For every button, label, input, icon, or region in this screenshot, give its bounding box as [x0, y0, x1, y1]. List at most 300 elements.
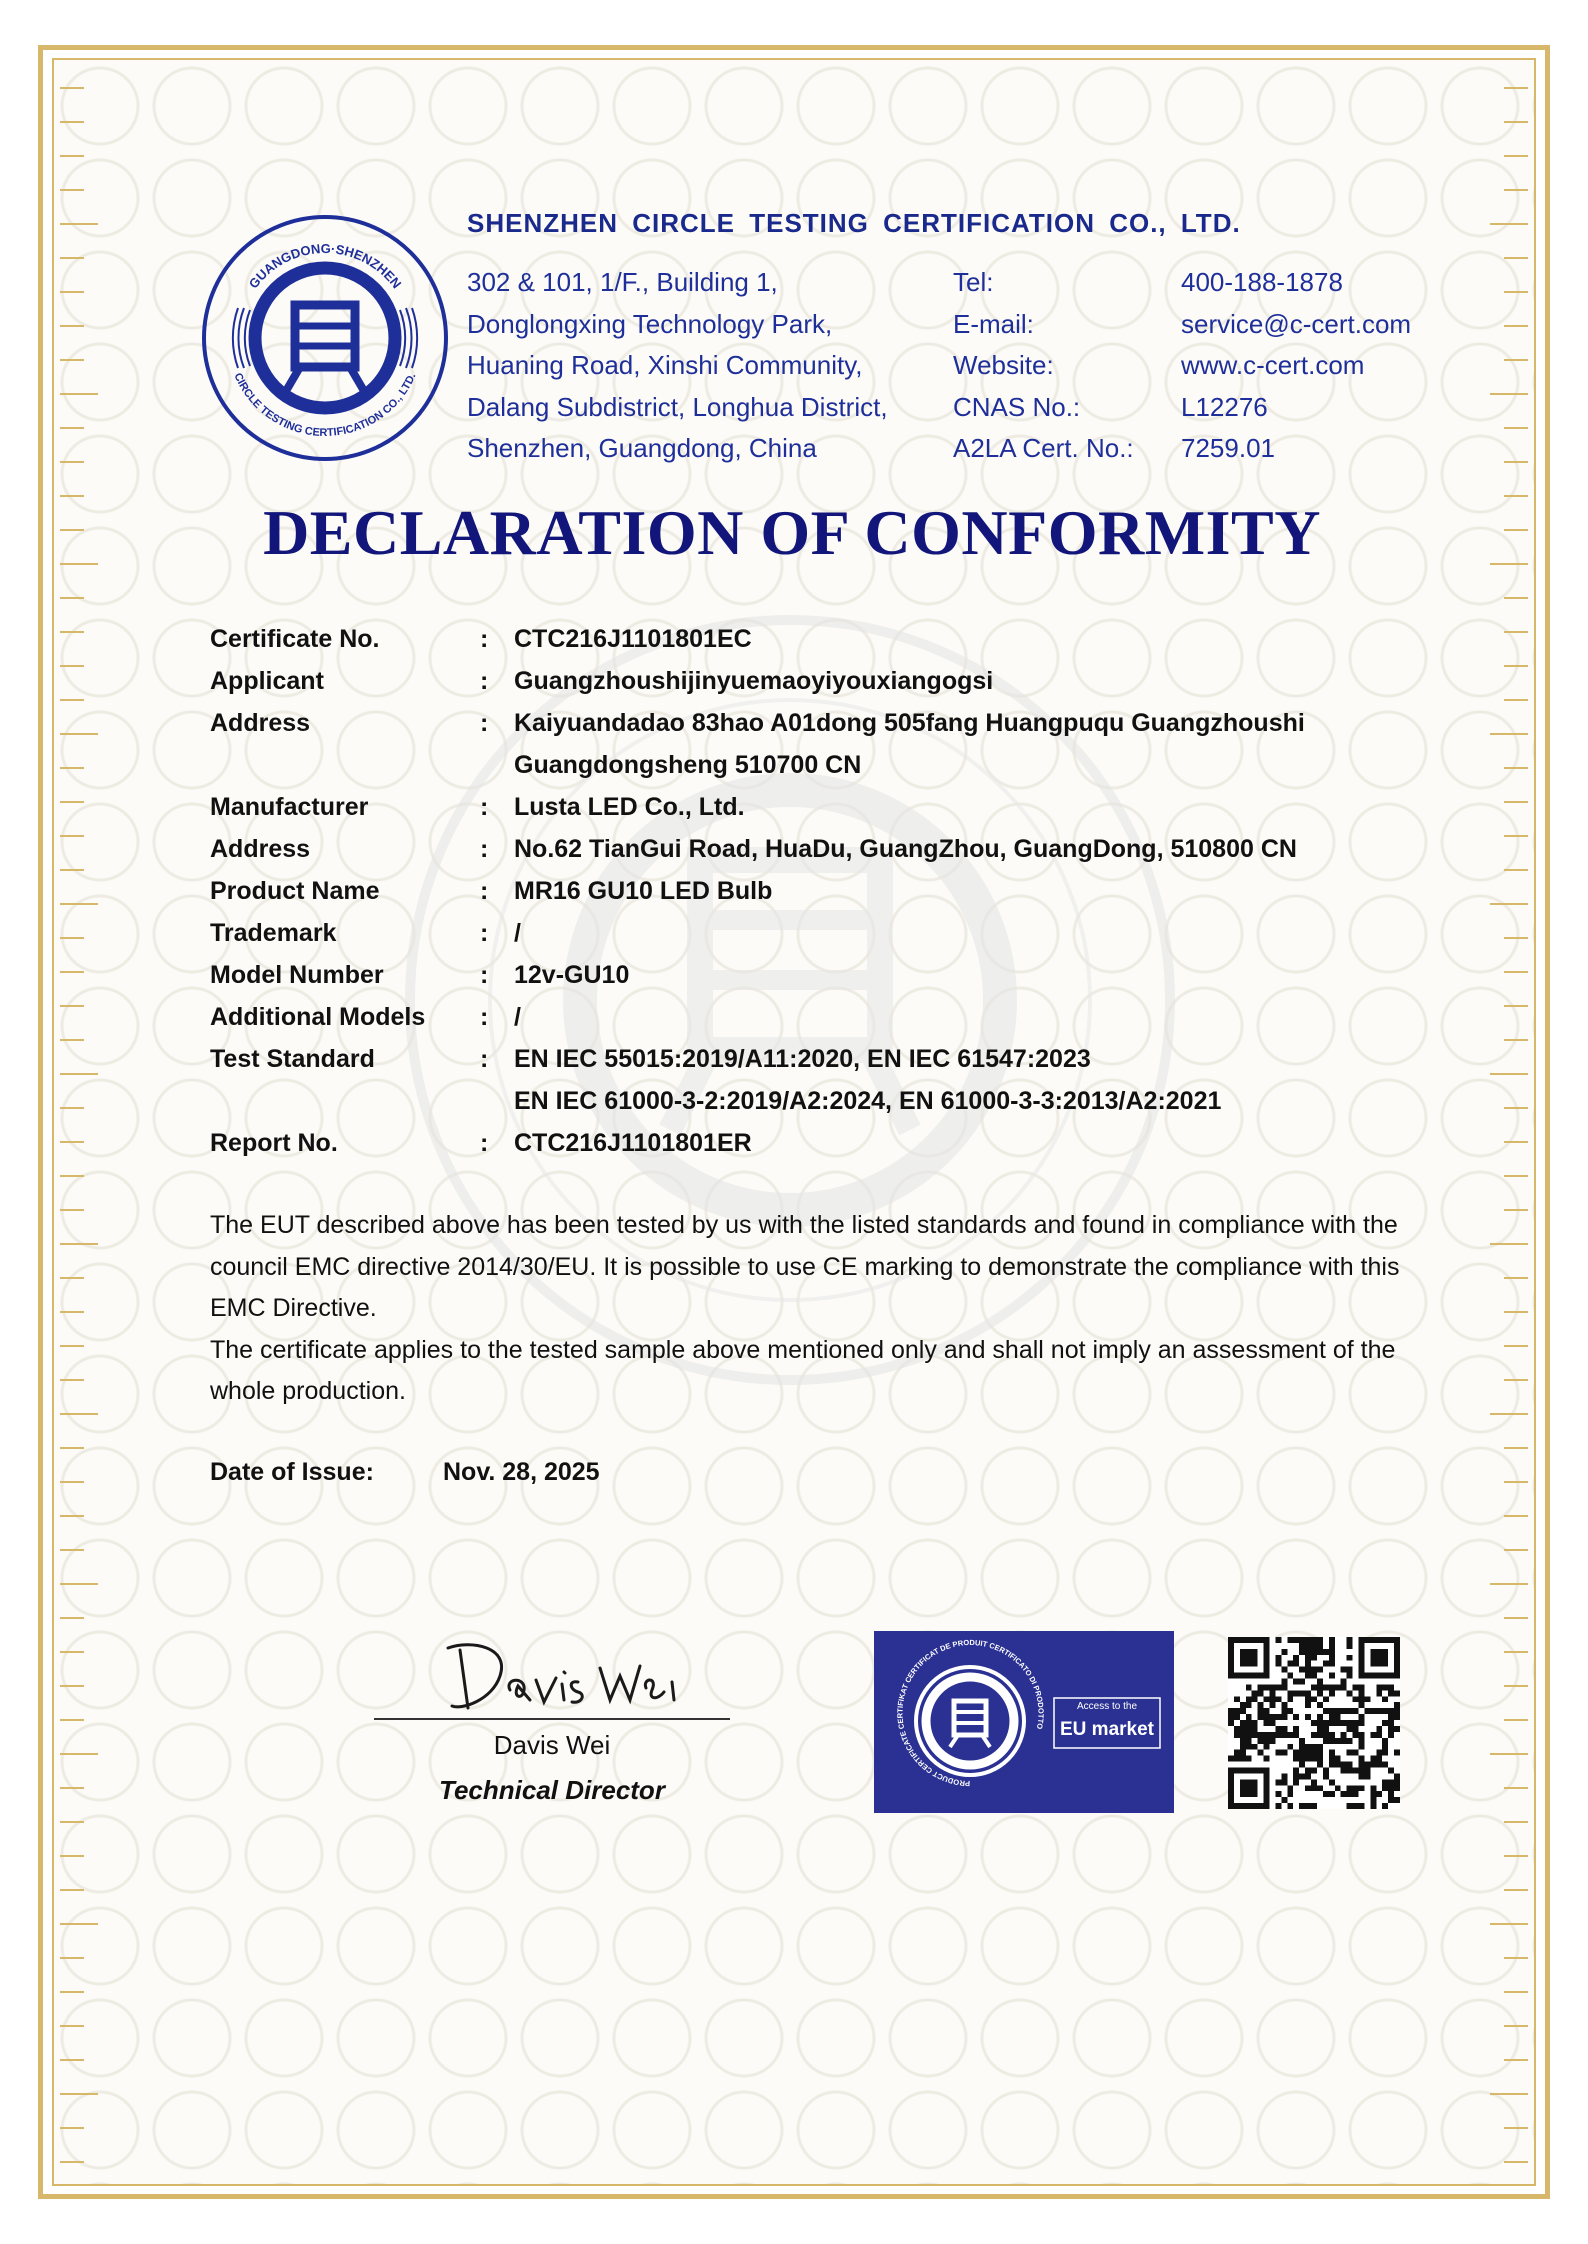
qr-module [1246, 1655, 1252, 1661]
field-row [210, 702, 1460, 786]
qr-module [1305, 1667, 1311, 1673]
qr-module [1358, 1696, 1364, 1702]
qr-module [1394, 1643, 1400, 1649]
qr-module [1347, 1690, 1353, 1696]
statement-paragraph-1: The EUT described above has been tested by us with the listed standards and found in compliance with the council EMC directive 2014/30/EU. It is possible to use CE marking to demonstrate the compliance with this EMC Directive. [210, 1211, 1400, 1322]
qr-module [1305, 1661, 1311, 1667]
qr-module [1305, 1756, 1311, 1762]
qr-module [1376, 1726, 1382, 1732]
qr-module [1270, 1684, 1276, 1690]
qr-module [1358, 1649, 1364, 1655]
qr-module [1358, 1738, 1364, 1744]
qr-module [1258, 1803, 1264, 1809]
qr-module [1394, 1785, 1400, 1791]
qr-module [1258, 1738, 1264, 1744]
qr-module [1228, 1673, 1234, 1679]
qr-module [1305, 1767, 1311, 1773]
qr-module [1358, 1767, 1364, 1773]
qr-module [1347, 1750, 1353, 1756]
qr-module [1358, 1732, 1364, 1738]
qr-module [1299, 1744, 1305, 1750]
qr-module [1270, 1732, 1276, 1738]
qr-module [1246, 1756, 1252, 1762]
signer-title: Technical Director [439, 1775, 665, 1805]
qr-module [1382, 1720, 1388, 1726]
qr-module [1376, 1708, 1382, 1714]
qr-module [1305, 1649, 1311, 1655]
qr-module [1228, 1708, 1234, 1714]
contact-labels [953, 262, 1134, 470]
qr-module [1382, 1779, 1388, 1785]
qr-module [1311, 1696, 1317, 1702]
qr-module [1287, 1791, 1293, 1797]
qr-module [1353, 1785, 1359, 1791]
field-row [210, 1038, 1460, 1122]
qr-module [1299, 1637, 1305, 1643]
qr-module [1228, 1767, 1234, 1773]
qr-module [1382, 1785, 1388, 1791]
qr-module [1246, 1779, 1252, 1785]
qr-module [1240, 1756, 1246, 1762]
badge-ring-text: PRODUCT CERTIFICATE CERTIFIKAT CERTIFICAT DE PRODUIT CERTIFICATO DI PRODOTTO [895, 1637, 1046, 1789]
qr-module [1228, 1643, 1234, 1649]
qr-module [1358, 1756, 1364, 1762]
qr-module [1394, 1702, 1400, 1708]
qr-module [1287, 1690, 1293, 1696]
qr-module [1228, 1667, 1234, 1673]
qr-module [1287, 1637, 1293, 1643]
qr-module [1264, 1667, 1270, 1673]
qr-module [1234, 1726, 1240, 1732]
qr-module [1311, 1803, 1317, 1809]
qr-module [1275, 1791, 1281, 1797]
qr-module [1347, 1762, 1353, 1768]
qr-module [1311, 1655, 1317, 1661]
qr-module [1287, 1732, 1293, 1738]
left-border-ticks [54, 58, 114, 2186]
qr-module [1341, 1684, 1347, 1690]
qr-module [1293, 1679, 1299, 1685]
qr-module [1329, 1690, 1335, 1696]
qr-module [1329, 1661, 1335, 1667]
qr-module [1317, 1720, 1323, 1726]
qr-module [1275, 1661, 1281, 1667]
qr-module [1264, 1637, 1270, 1643]
qr-module [1275, 1726, 1281, 1732]
contact-label-cnas: CNAS No.: [953, 391, 1081, 422]
qr-module [1347, 1637, 1353, 1643]
qr-module [1228, 1756, 1234, 1762]
qr-module [1246, 1732, 1252, 1738]
qr-module [1347, 1643, 1353, 1649]
contact-value-website: www.c-cert.com [1181, 350, 1365, 380]
qr-module [1264, 1708, 1270, 1714]
qr-module [1293, 1767, 1299, 1773]
qr-module [1394, 1773, 1400, 1779]
qr-module [1353, 1791, 1359, 1797]
qr-module [1394, 1779, 1400, 1785]
qr-module [1305, 1773, 1311, 1779]
qr-module [1305, 1785, 1311, 1791]
qr-module [1364, 1762, 1370, 1768]
qr-module [1347, 1667, 1353, 1673]
qr-module [1317, 1785, 1323, 1791]
qr-module [1258, 1767, 1264, 1773]
qr-module [1388, 1785, 1394, 1791]
qr-module [1370, 1649, 1376, 1655]
qr-module [1335, 1684, 1341, 1690]
qr-module [1275, 1779, 1281, 1785]
field-colon: : [480, 709, 489, 737]
qr-module [1358, 1667, 1364, 1673]
contact-values [1181, 262, 1411, 470]
qr-module [1252, 1744, 1258, 1750]
qr-module [1252, 1673, 1258, 1679]
qr-module [1305, 1750, 1311, 1756]
qr-module [1264, 1797, 1270, 1803]
company-address [467, 262, 888, 470]
qr-module [1258, 1684, 1264, 1690]
statement-paragraph-2: The certificate applies to the tested sample above mentioned only and shall not imply an assessment of the whole production. [210, 1335, 1396, 1405]
qr-module [1370, 1791, 1376, 1797]
qr-module [1258, 1708, 1264, 1714]
qr-module [1246, 1673, 1252, 1679]
field-value: Kaiyuandadao 83hao A01dong 505fang Huangpuqu Guangzhoushi [514, 709, 1305, 737]
qr-module [1317, 1726, 1323, 1732]
qr-module [1353, 1696, 1359, 1702]
qr-module [1228, 1720, 1234, 1726]
qr-module [1341, 1732, 1347, 1738]
qr-module [1228, 1797, 1234, 1803]
field-colon: : [480, 919, 489, 947]
qr-module [1305, 1702, 1311, 1708]
qr-module [1275, 1750, 1281, 1756]
handwritten-signature-icon [440, 1628, 680, 1718]
qr-module [1370, 1661, 1376, 1667]
qr-module [1388, 1726, 1394, 1732]
qr-module [1394, 1750, 1400, 1756]
qr-module [1358, 1702, 1364, 1708]
qr-module [1388, 1637, 1394, 1643]
qr-module [1394, 1667, 1400, 1673]
field-row [210, 1122, 1460, 1164]
qr-module [1252, 1655, 1258, 1661]
qr-module [1281, 1667, 1287, 1673]
qr-module [1364, 1696, 1370, 1702]
qr-module [1353, 1684, 1359, 1690]
qr-module [1329, 1708, 1335, 1714]
qr-module [1341, 1720, 1347, 1726]
qr-module [1264, 1738, 1270, 1744]
signer-name: Davis Wei [493, 1730, 611, 1760]
qr-module [1305, 1637, 1311, 1643]
qr-module [1323, 1773, 1329, 1779]
qr-module [1311, 1684, 1317, 1690]
qr-module [1388, 1714, 1394, 1720]
qr-module [1246, 1785, 1252, 1791]
qr-module [1293, 1637, 1299, 1643]
qr-module [1323, 1696, 1329, 1702]
qr-module [1353, 1750, 1359, 1756]
signature-line [374, 1718, 730, 1720]
field-value: EN IEC 55015:2019/A11:2020, EN IEC 61547:2023 [514, 1045, 1091, 1073]
qr-module [1246, 1661, 1252, 1667]
qr-module [1228, 1714, 1234, 1720]
qr-module [1293, 1655, 1299, 1661]
qr-module [1394, 1726, 1400, 1732]
field-row [210, 828, 1460, 870]
qr-module [1323, 1767, 1329, 1773]
qr-module [1317, 1679, 1323, 1685]
qr-module [1252, 1690, 1258, 1696]
field-row [210, 870, 1460, 912]
qr-module [1264, 1655, 1270, 1661]
qr-module [1394, 1661, 1400, 1667]
qr-module [1281, 1714, 1287, 1720]
qr-module [1240, 1767, 1246, 1773]
qr-module [1323, 1732, 1329, 1738]
qr-module [1347, 1708, 1353, 1714]
qr-module [1240, 1720, 1246, 1726]
qr-module [1246, 1714, 1252, 1720]
qr-module [1234, 1637, 1240, 1643]
qr-module [1341, 1762, 1347, 1768]
qr-module [1311, 1785, 1317, 1791]
qr-module [1293, 1756, 1299, 1762]
address-line: Dalang Subdistrict, Longhua District, [467, 391, 888, 422]
qr-module [1252, 1732, 1258, 1738]
qr-module [1252, 1720, 1258, 1726]
qr-module [1311, 1779, 1317, 1785]
qr-module [1299, 1756, 1305, 1762]
qr-module [1275, 1803, 1281, 1809]
seal-top-text: GUANGDONG·SHENZHEN [245, 240, 405, 292]
qr-module [1341, 1708, 1347, 1714]
qr-module [1275, 1655, 1281, 1661]
qr-module [1264, 1732, 1270, 1738]
qr-module [1358, 1762, 1364, 1768]
qr-module [1323, 1726, 1329, 1732]
qr-module [1246, 1744, 1252, 1750]
qr-module [1281, 1702, 1287, 1708]
qr-module [1228, 1791, 1234, 1797]
qr-module [1270, 1690, 1276, 1696]
qr-module [1364, 1773, 1370, 1779]
field-label: Report No. [210, 1129, 338, 1157]
contact-label-a2la: A2LA Cert. No.: [953, 433, 1134, 463]
qr-module [1281, 1726, 1287, 1732]
qr-module [1335, 1708, 1341, 1714]
qr-module [1281, 1732, 1287, 1738]
right-border-ticks [1474, 58, 1534, 2186]
qr-module [1240, 1661, 1246, 1667]
qr-module [1382, 1637, 1388, 1643]
qr-module [1252, 1649, 1258, 1655]
document-title-text: DECLARATION OF CONFORMITY [263, 497, 1321, 568]
field-value: CTC216J1101801ER [514, 1129, 752, 1157]
qr-module [1264, 1684, 1270, 1690]
qr-module [1347, 1785, 1353, 1791]
field-value: No.62 TianGui Road, HuaDu, GuangZhou, GuangDong, 510800 CN [514, 835, 1297, 863]
qr-module [1323, 1738, 1329, 1744]
qr-module [1299, 1679, 1305, 1685]
issue-date-label: Date of Issue: [210, 1458, 374, 1486]
field-row [210, 618, 1460, 660]
qr-module [1358, 1714, 1364, 1720]
qr-module [1264, 1643, 1270, 1649]
qr-module [1264, 1673, 1270, 1679]
qr-module [1341, 1767, 1347, 1773]
qr-module [1394, 1649, 1400, 1655]
qr-module [1311, 1744, 1317, 1750]
field-label: Applicant [210, 667, 324, 695]
qr-module [1317, 1714, 1323, 1720]
qr-module [1287, 1661, 1293, 1667]
qr-module [1394, 1708, 1400, 1714]
qr-module [1270, 1738, 1276, 1744]
field-colon: : [480, 877, 489, 905]
qr-module [1234, 1673, 1240, 1679]
field-colon: : [480, 1003, 489, 1031]
qr-module [1364, 1637, 1370, 1643]
qr-module [1329, 1684, 1335, 1690]
qr-module [1394, 1797, 1400, 1803]
qr-module [1323, 1720, 1329, 1726]
qr-module [1317, 1756, 1323, 1762]
qr-module [1246, 1702, 1252, 1708]
field-value: MR16 GU10 LED Bulb [514, 877, 773, 905]
qr-module [1329, 1649, 1335, 1655]
qr-module [1341, 1738, 1347, 1744]
qr-module [1246, 1637, 1252, 1643]
qr-module [1323, 1708, 1329, 1714]
qr-module [1335, 1756, 1341, 1762]
qr-module [1258, 1690, 1264, 1696]
qr-module [1293, 1661, 1299, 1667]
qr-module [1275, 1714, 1281, 1720]
qr-module [1305, 1643, 1311, 1649]
qr-module [1252, 1791, 1258, 1797]
qr-module [1317, 1732, 1323, 1738]
qr-module [1287, 1803, 1293, 1809]
qr-module [1394, 1714, 1400, 1720]
qr-module [1240, 1732, 1246, 1738]
qr-module [1264, 1756, 1270, 1762]
qr-module [1240, 1649, 1246, 1655]
document-title [0, 496, 1588, 570]
qr-module [1258, 1714, 1264, 1720]
qr-module [1258, 1702, 1264, 1708]
qr-module [1246, 1649, 1252, 1655]
qr-module [1376, 1655, 1382, 1661]
qr-module [1281, 1649, 1287, 1655]
address-line: 302 & 101, 1/F., Building 1, [467, 267, 778, 297]
qr-module [1358, 1655, 1364, 1661]
contact-value-tel: 400-188-1878 [1181, 267, 1343, 297]
field-value: CTC216J1101801EC [514, 625, 752, 653]
qr-module [1370, 1797, 1376, 1803]
qr-module [1240, 1655, 1246, 1661]
qr-module [1317, 1750, 1323, 1756]
qr-module [1252, 1696, 1258, 1702]
field-row [210, 786, 1460, 828]
address-line: Donglongxing Technology Park, [467, 308, 833, 339]
qr-module [1382, 1684, 1388, 1690]
qr-module [1388, 1779, 1394, 1785]
qr-module [1252, 1661, 1258, 1667]
qr-module [1376, 1690, 1382, 1696]
qr-module [1246, 1791, 1252, 1797]
conformity-statement [210, 1205, 1450, 1413]
qr-module [1358, 1684, 1364, 1690]
address-line: Huaning Road, Xinshi Community, [467, 350, 863, 380]
seal-bottom-text: CIRCLE TESTING CERTIFICATION CO., LTD. [231, 371, 419, 440]
qr-module [1370, 1803, 1376, 1809]
qr-module [1293, 1690, 1299, 1696]
qr-module [1311, 1667, 1317, 1673]
qr-module [1376, 1637, 1382, 1643]
qr-module [1370, 1732, 1376, 1738]
address-line: Shenzhen, Guangdong, China [467, 433, 817, 463]
qr-module [1335, 1720, 1341, 1726]
qr-module [1311, 1750, 1317, 1756]
qr-module [1228, 1773, 1234, 1779]
qr-module [1329, 1655, 1335, 1661]
qr-module [1353, 1720, 1359, 1726]
qr-module [1252, 1803, 1258, 1809]
qr-module [1258, 1637, 1264, 1643]
qr-module [1305, 1655, 1311, 1661]
qr-module [1388, 1797, 1394, 1803]
qr-module [1347, 1720, 1353, 1726]
field-value: 12v-GU10 [514, 961, 630, 989]
qr-module [1347, 1738, 1353, 1744]
qr-module [1264, 1779, 1270, 1785]
field-value: Guangdongsheng 510700 CN [514, 751, 862, 779]
qr-module [1376, 1673, 1382, 1679]
qr-module [1275, 1732, 1281, 1738]
qr-module [1311, 1637, 1317, 1643]
qr-module [1287, 1696, 1293, 1702]
qr-module [1258, 1732, 1264, 1738]
qr-module [1347, 1726, 1353, 1732]
qr-module [1382, 1673, 1388, 1679]
qr-module [1240, 1803, 1246, 1809]
qr-module [1228, 1661, 1234, 1667]
qr-module [1264, 1714, 1270, 1720]
qr-module [1275, 1637, 1281, 1643]
field-value: Lusta LED Co., Ltd. [514, 793, 745, 821]
field-value: / [514, 1003, 521, 1031]
qr-module [1376, 1791, 1382, 1797]
qr-module [1234, 1767, 1240, 1773]
qr-module [1287, 1785, 1293, 1791]
qr-module [1305, 1690, 1311, 1696]
field-row [210, 912, 1460, 954]
qr-module [1299, 1750, 1305, 1756]
qr-module [1358, 1637, 1364, 1643]
qr-module [1246, 1726, 1252, 1732]
qr-module [1240, 1708, 1246, 1714]
qr-module [1293, 1726, 1299, 1732]
field-label: Test Standard [210, 1045, 375, 1073]
qr-module [1305, 1744, 1311, 1750]
qr-module [1305, 1803, 1311, 1809]
qr-module [1287, 1708, 1293, 1714]
qr-module [1299, 1690, 1305, 1696]
qr-module [1394, 1637, 1400, 1643]
company-seal-icon [200, 213, 450, 463]
